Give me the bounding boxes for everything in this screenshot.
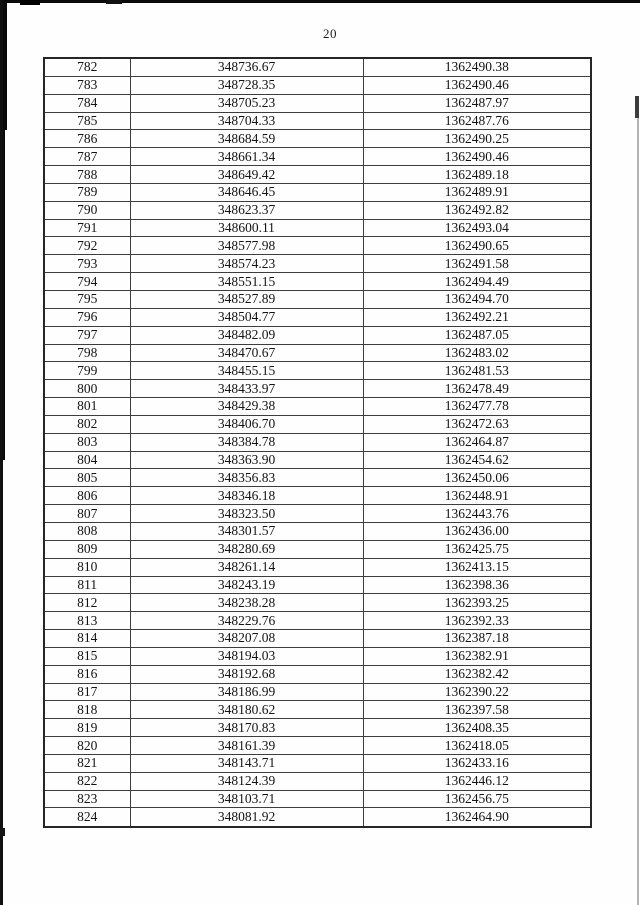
table-cell: 815 (44, 647, 130, 665)
table-cell: 1362477.78 (363, 398, 591, 416)
table-row (44, 326, 591, 344)
table-cell: 348661.34 (130, 148, 363, 166)
table-cell: 348180.62 (130, 701, 363, 719)
table-cell: 1362450.06 (363, 469, 591, 487)
table-row (44, 398, 591, 416)
table-row (44, 808, 591, 827)
coordinate-table (43, 57, 592, 828)
table-cell: 800 (44, 380, 130, 398)
scan-artifact-left-edge (0, 0, 3, 905)
table-cell: 1362464.90 (363, 808, 591, 827)
table-cell: 816 (44, 665, 130, 683)
table-cell: 806 (44, 487, 130, 505)
table-cell: 348470.67 (130, 344, 363, 362)
table-cell: 1362408.35 (363, 719, 591, 737)
table-row (44, 487, 591, 505)
table-cell: 786 (44, 130, 130, 148)
table-row (44, 612, 591, 630)
table-cell: 348124.39 (130, 772, 363, 790)
table-cell: 1362478.49 (363, 380, 591, 398)
scan-artifact-top-edge (0, 0, 640, 3)
table-cell: 1362494.70 (363, 291, 591, 309)
table-cell: 802 (44, 415, 130, 433)
table-cell: 814 (44, 630, 130, 648)
table-cell: 796 (44, 308, 130, 326)
table-cell: 348684.59 (130, 130, 363, 148)
table-cell: 348527.89 (130, 291, 363, 309)
table-cell: 824 (44, 808, 130, 827)
table-cell: 1362397.58 (363, 701, 591, 719)
table-cell: 1362425.75 (363, 540, 591, 558)
table-cell: 348455.15 (130, 362, 363, 380)
table-row (44, 433, 591, 451)
table-cell: 820 (44, 737, 130, 755)
table-cell: 348728.35 (130, 76, 363, 94)
table-cell: 1362387.18 (363, 630, 591, 648)
table-cell: 348323.50 (130, 505, 363, 523)
table-cell: 791 (44, 219, 130, 237)
table-cell: 1362398.36 (363, 576, 591, 594)
table-cell: 1362443.76 (363, 505, 591, 523)
table-cell: 817 (44, 683, 130, 701)
table-cell: 1362472.63 (363, 415, 591, 433)
table-cell: 348384.78 (130, 433, 363, 451)
table-cell: 348161.39 (130, 737, 363, 755)
table-cell: 798 (44, 344, 130, 362)
table-cell: 799 (44, 362, 130, 380)
table-row (44, 344, 591, 362)
table-row (44, 380, 591, 398)
table-cell: 803 (44, 433, 130, 451)
table-cell: 1362481.53 (363, 362, 591, 380)
table-cell: 348363.90 (130, 451, 363, 469)
table-cell: 811 (44, 576, 130, 594)
table-cell: 1362490.65 (363, 237, 591, 255)
table-cell: 1362492.82 (363, 201, 591, 219)
table-row (44, 558, 591, 576)
table-cell: 805 (44, 469, 130, 487)
table-cell: 348482.09 (130, 326, 363, 344)
table-cell: 785 (44, 112, 130, 130)
table-row (44, 255, 591, 273)
table-cell: 787 (44, 148, 130, 166)
table-row (44, 76, 591, 94)
table-cell: 1362494.49 (363, 273, 591, 291)
table-cell: 823 (44, 790, 130, 808)
table-cell: 348600.11 (130, 219, 363, 237)
table-cell: 1362454.62 (363, 451, 591, 469)
table-cell: 348649.42 (130, 166, 363, 184)
table-cell: 348577.98 (130, 237, 363, 255)
table-cell: 1362382.42 (363, 665, 591, 683)
table-cell: 348170.83 (130, 719, 363, 737)
table-row (44, 576, 591, 594)
table-row (44, 630, 591, 648)
table-cell: 348261.14 (130, 558, 363, 576)
table-cell: 1362413.15 (363, 558, 591, 576)
table-cell: 1362489.18 (363, 166, 591, 184)
table-cell: 790 (44, 201, 130, 219)
table-row (44, 790, 591, 808)
table-row (44, 540, 591, 558)
scan-artifact-top-blob (20, 0, 40, 5)
table-row (44, 291, 591, 309)
table-cell: 808 (44, 522, 130, 540)
table-cell: 348574.23 (130, 255, 363, 273)
table-cell: 1362487.05 (363, 326, 591, 344)
table-cell: 1362393.25 (363, 594, 591, 612)
table-cell: 1362382.91 (363, 647, 591, 665)
table-row (44, 112, 591, 130)
table-row (44, 772, 591, 790)
table-cell: 1362489.91 (363, 183, 591, 201)
table-row (44, 719, 591, 737)
table-cell: 348704.33 (130, 112, 363, 130)
scan-artifact-right-edge-line (637, 98, 639, 905)
table-row (44, 219, 591, 237)
table-cell: 821 (44, 754, 130, 772)
table-cell: 348406.70 (130, 415, 363, 433)
table-row (44, 201, 591, 219)
table-row (44, 665, 591, 683)
scan-artifact-top-blob (106, 0, 122, 4)
table-cell: 348192.68 (130, 665, 363, 683)
table-cell: 782 (44, 58, 130, 76)
table-row (44, 166, 591, 184)
table-cell: 1362487.76 (363, 112, 591, 130)
table-cell: 348623.37 (130, 201, 363, 219)
table-cell: 348238.28 (130, 594, 363, 612)
table-row (44, 522, 591, 540)
table-cell: 348243.19 (130, 576, 363, 594)
table-row (44, 308, 591, 326)
table-row (44, 754, 591, 772)
table-row (44, 701, 591, 719)
coordinate-table-body (44, 58, 591, 827)
table-cell: 348081.92 (130, 808, 363, 827)
table-cell: 1362390.22 (363, 683, 591, 701)
table-cell: 1362487.97 (363, 94, 591, 112)
table-row (44, 183, 591, 201)
table-cell: 348280.69 (130, 540, 363, 558)
table-row (44, 737, 591, 755)
table-row (44, 505, 591, 523)
table-cell: 818 (44, 701, 130, 719)
table-cell: 789 (44, 183, 130, 201)
table-cell: 788 (44, 166, 130, 184)
table-cell: 348207.08 (130, 630, 363, 648)
table-cell: 1362490.38 (363, 58, 591, 76)
table-row (44, 273, 591, 291)
table-cell: 793 (44, 255, 130, 273)
table-cell: 1362392.33 (363, 612, 591, 630)
table-cell: 348194.03 (130, 647, 363, 665)
table-cell: 813 (44, 612, 130, 630)
table-row (44, 148, 591, 166)
table-cell: 812 (44, 594, 130, 612)
table-cell: 348429.38 (130, 398, 363, 416)
table-row (44, 415, 591, 433)
table-cell: 819 (44, 719, 130, 737)
table-cell: 792 (44, 237, 130, 255)
table-cell: 1362446.12 (363, 772, 591, 790)
scan-artifact-left-notch (0, 828, 5, 836)
table-cell: 797 (44, 326, 130, 344)
table-row (44, 94, 591, 112)
page-number: 20 (323, 26, 337, 41)
table-cell: 348346.18 (130, 487, 363, 505)
table-cell: 1362493.04 (363, 219, 591, 237)
table-cell: 348736.67 (130, 58, 363, 76)
table-cell: 1362456.75 (363, 790, 591, 808)
table-row (44, 58, 591, 76)
table-cell: 1362490.25 (363, 130, 591, 148)
table-cell: 1362490.46 (363, 148, 591, 166)
table-cell: 795 (44, 291, 130, 309)
table-cell: 1362490.46 (363, 76, 591, 94)
table-cell: 1362464.87 (363, 433, 591, 451)
table-cell: 804 (44, 451, 130, 469)
table-row (44, 683, 591, 701)
table-cell: 348103.71 (130, 790, 363, 808)
table-cell: 348646.45 (130, 183, 363, 201)
table-cell: 809 (44, 540, 130, 558)
table-cell: 1362418.05 (363, 737, 591, 755)
table-cell: 1362436.00 (363, 522, 591, 540)
table-cell: 794 (44, 273, 130, 291)
table-row (44, 130, 591, 148)
table-row (44, 362, 591, 380)
table-cell: 348143.71 (130, 754, 363, 772)
table-cell: 783 (44, 76, 130, 94)
table-cell: 1362492.21 (363, 308, 591, 326)
table-cell: 348433.97 (130, 380, 363, 398)
table-cell: 784 (44, 94, 130, 112)
table-cell: 1362491.58 (363, 255, 591, 273)
table-cell: 348504.77 (130, 308, 363, 326)
table-cell: 348356.83 (130, 469, 363, 487)
table-cell: 1362448.91 (363, 487, 591, 505)
table-row (44, 469, 591, 487)
table-cell: 348229.76 (130, 612, 363, 630)
table-cell: 801 (44, 398, 130, 416)
table-row (44, 647, 591, 665)
table-cell: 810 (44, 558, 130, 576)
table-cell: 1362433.16 (363, 754, 591, 772)
table-cell: 807 (44, 505, 130, 523)
table-row (44, 594, 591, 612)
table-row (44, 451, 591, 469)
table-cell: 1362483.02 (363, 344, 591, 362)
table-cell: 348705.23 (130, 94, 363, 112)
table-cell: 348551.15 (130, 273, 363, 291)
table-row (44, 237, 591, 255)
table-cell: 348186.99 (130, 683, 363, 701)
table-cell: 348301.57 (130, 522, 363, 540)
table-cell: 822 (44, 772, 130, 790)
scan-artifact-right-edge-mark (635, 96, 639, 118)
